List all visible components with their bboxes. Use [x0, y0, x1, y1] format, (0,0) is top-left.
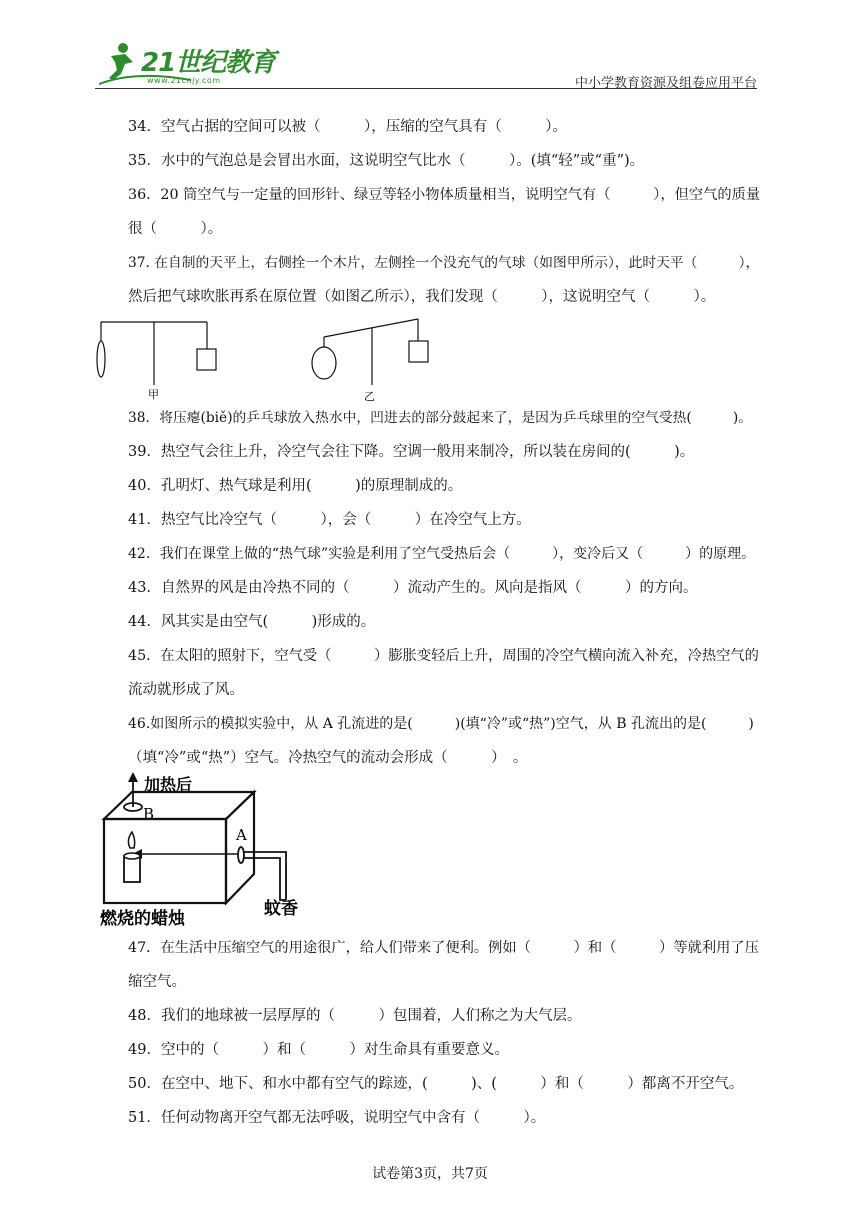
- question-50: 50．在空中、地下、和水中都有空气的踪迹，( )、( ）和（ ）都离不开空气。: [128, 1076, 744, 1092]
- question-36-line2: 很（ ）。: [128, 221, 223, 237]
- label-candle: 燃烧的蜡烛: [100, 909, 185, 929]
- label-a: A: [236, 826, 247, 844]
- question-42: 42．我们在课堂上做的“热气球”实验是利用了空气受热后会（ ），变冷后又（ ）的原理。: [128, 546, 756, 562]
- hole-a: [238, 847, 244, 863]
- label-incense: 蚊香: [264, 899, 298, 919]
- up-arrow-icon: [128, 772, 138, 782]
- question-46-line1: 46.如图所示的模拟实验中，从 A 孔流进的是( )(填“冷”或“热”)空气，从 B 孔流出的是( ): [128, 716, 754, 732]
- wood-block: [197, 349, 216, 370]
- page-header: [95, 40, 757, 90]
- question-47-line2: 缩空气。: [128, 974, 186, 990]
- question-35: 35．水中的气泡总是会冒出水面，这说明空气比水（ ）。(填“轻”或“重”)。: [128, 153, 645, 169]
- question-48: 48．我们的地球被一层厚厚的（ ）包围着，人们称之为大气层。: [128, 1008, 582, 1024]
- label-yi: 乙: [364, 390, 375, 403]
- label-b: B: [143, 805, 155, 823]
- question-36-line1: 36．20 筒空气与一定量的回形针、绿豆等轻小物体质量相当，说明空气有（ ），但空气的质量: [128, 187, 761, 203]
- candle-icon: [124, 832, 140, 882]
- question-45-line2: 流动就形成了风。: [128, 682, 244, 698]
- incense-icon: [244, 852, 286, 900]
- label-after-heating: 加热后: [144, 775, 193, 794]
- convection-box-figure: [96, 772, 326, 932]
- label-jia: 甲: [148, 388, 159, 401]
- question-51: 51．任何动物离开空气都无法呼吸，说明空气中含有（ ）。: [128, 1110, 546, 1126]
- question-46-line2: （填“冷”或“热”）空气。冷热空气的流动会形成（ ） 。: [128, 750, 528, 766]
- logo-url: www.21cnjy.com: [147, 76, 221, 85]
- question-40: 40．孔明灯、热气球是利用( )的原理制成的。: [128, 478, 463, 494]
- wood-block: [409, 341, 428, 362]
- balance-tilted: [312, 319, 428, 385]
- question-43: 43．自然界的风是由冷热不同的（ ）流动产生的。风向是指风（ ）的方向。: [128, 580, 698, 596]
- question-49: 49．空中的（ ）和（ ）对生命具有重要意义。: [128, 1042, 509, 1058]
- question-41: 41．热空气比冷空气（ ），会（ ）在冷空气上方。: [128, 512, 531, 528]
- page-footer: 试卷第3页，共7页: [372, 1166, 488, 1182]
- question-47-line1: 47．在生活中压缩空气的用途很广，给人们带来了便利。例如（ ）和（ ）等就利用了压: [128, 940, 759, 956]
- question-45-line1: 45．在太阳的照射下，空气受（ ）膨胀变轻后上升，周围的冷空气横向流入补充，冷热空气的: [128, 648, 759, 664]
- question-38: 38．将压瘪(biě)的乒乓球放入热水中，凹进去的部分鼓起来了，是因为乒乓球里的空气受热( )。: [128, 410, 753, 426]
- question-44: 44．风其实是由空气( )形成的。: [128, 614, 376, 630]
- logo-text: 21世纪教育: [141, 48, 276, 78]
- balance-figure: [96, 313, 436, 405]
- question-39: 39．热空气会往上升，冷空气会往下降。空调一般用来制冷，所以装在房间的( )。: [128, 444, 695, 460]
- inflated-balloon: [312, 347, 336, 379]
- deflated-balloon: [97, 341, 105, 377]
- question-37-line1: 37. 在自制的天平上，右侧拴一个木片，左侧拴一个没充气的气球（如图甲所示），此时天平（ ），: [128, 255, 760, 271]
- platform-name: 中小学教育资源及组卷应用平台: [574, 76, 757, 91]
- question-37-line2: 然后把气球吹胀再系在原位置（如图乙所示），我们发现（ ），这说明空气（ ）。: [128, 289, 716, 305]
- question-34: 34．空气占据的空间可以被（ ），压缩的空气具有（ ）。: [128, 119, 567, 135]
- header-divider: [95, 88, 757, 89]
- balance-level: [97, 322, 216, 385]
